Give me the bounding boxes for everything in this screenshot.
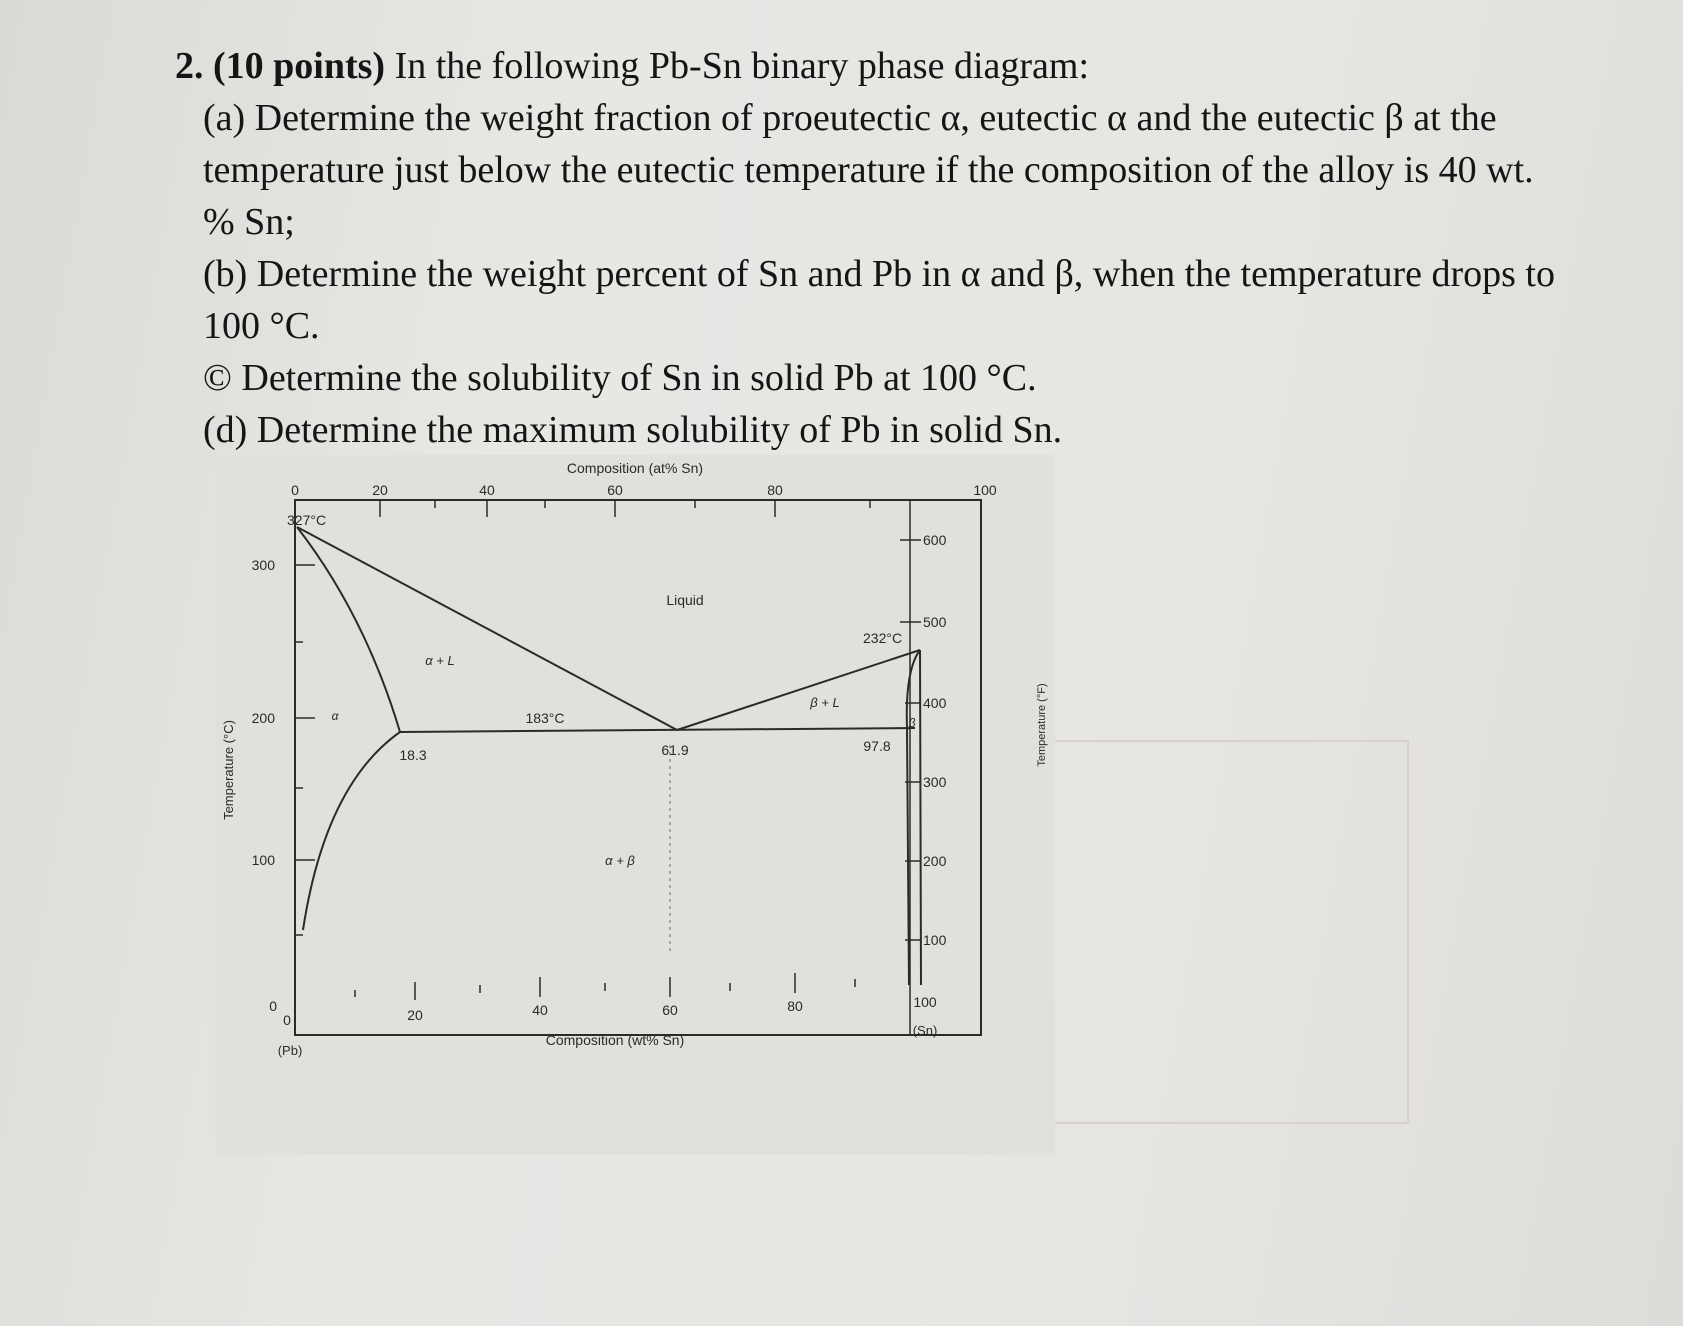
region-alpha: α: [331, 709, 339, 723]
left-tick-100: 100: [251, 852, 275, 868]
beta-limit-label: 97.8: [863, 738, 891, 754]
phase-diagram-svg: [215, 455, 1055, 1155]
solvus-left: [303, 732, 400, 930]
liquidus-left: [297, 527, 677, 730]
question-text: [175, 40, 1595, 456]
part-a-line-1: (a) Determine the weight fraction of proeutectic α, eutectic α and the eutectic β at the: [203, 97, 1497, 139]
top-axis-title: Composition (at% Sn): [566, 460, 704, 476]
region-liquid: Liquid: [666, 592, 704, 608]
alpha-limit-label: 18.3: [399, 747, 427, 763]
pb-label: (Pb): [277, 1043, 303, 1058]
left-axis-title: Temperature (°C): [221, 720, 236, 820]
sn-melting-label: 232°C: [863, 630, 903, 646]
phase-diagram: [215, 455, 1055, 1155]
solidus-left: [297, 527, 400, 732]
eutectic-temp-label: 183°C: [525, 710, 565, 726]
top-tick-60: 60: [607, 482, 623, 498]
top-tick-marks: [380, 500, 870, 517]
right-tick-400: 400: [923, 695, 947, 711]
top-tick-40: 40: [479, 482, 495, 498]
right-tick-marks: [900, 500, 921, 1035]
left-tick-0: 0: [269, 998, 277, 1014]
sn-label: (Sn): [912, 1023, 938, 1038]
part-c: © Determine the solubility of Sn in solid Pb at 100 °C.: [203, 357, 1037, 399]
bottom-tick-100: 100: [913, 994, 937, 1010]
right-tick-600: 600: [923, 532, 947, 548]
bottom-tick-0: 0: [283, 1012, 291, 1028]
phase-boundaries: [297, 527, 921, 985]
right-axis-title: Temperature (°F): [1036, 683, 1048, 767]
bottom-tick-80: 80: [787, 998, 803, 1014]
pb-melting-label: 327°C: [287, 512, 327, 528]
region-alpha-l: α + L: [425, 653, 455, 668]
right-tick-200: 200: [923, 853, 947, 869]
bottom-axis-title: Composition (wt% Sn): [545, 1032, 685, 1048]
part-a-line-3: % Sn;: [203, 201, 295, 243]
part-d: (d) Determine the maximum solubility of Pb in solid Sn.: [203, 409, 1063, 451]
region-beta: β: [908, 716, 916, 730]
bottom-tick-40: 40: [532, 1002, 548, 1018]
liquidus-right: [677, 650, 920, 730]
region-alpha-beta: α + β: [605, 853, 635, 868]
right-tick-100: 100: [923, 932, 947, 948]
beta-right-boundary: [920, 650, 921, 985]
right-tick-300: 300: [923, 774, 947, 790]
bottom-tick-60: 60: [662, 1002, 678, 1018]
left-tick-200: 200: [251, 710, 275, 726]
eutectic-line: [400, 728, 915, 732]
solvus-right: [907, 650, 920, 985]
bottom-tick-marks: [355, 973, 855, 1000]
part-b-line-1: (b) Determine the weight percent of Sn and Pb in α and β, when the temperature drops to: [203, 253, 1555, 295]
part-a-line-2: temperature just below the eutectic temperature if the composition of the alloy is 40 wt.: [203, 149, 1534, 191]
top-tick-80: 80: [767, 482, 783, 498]
part-b-line-2: 100 °C.: [203, 305, 320, 347]
eutectic-comp-label: 61.9: [661, 742, 689, 758]
region-beta-l: β + L: [810, 695, 840, 710]
question-heading: 2. (10 points) In the following Pb-Sn binary phase diagram:: [175, 45, 1090, 87]
left-tick-300: 300: [251, 557, 275, 573]
top-tick-20: 20: [372, 482, 388, 498]
top-tick-100: 100: [973, 482, 997, 498]
top-tick-0: 0: [291, 482, 299, 498]
right-tick-500: 500: [923, 614, 947, 630]
bottom-tick-20: 20: [407, 1007, 423, 1023]
